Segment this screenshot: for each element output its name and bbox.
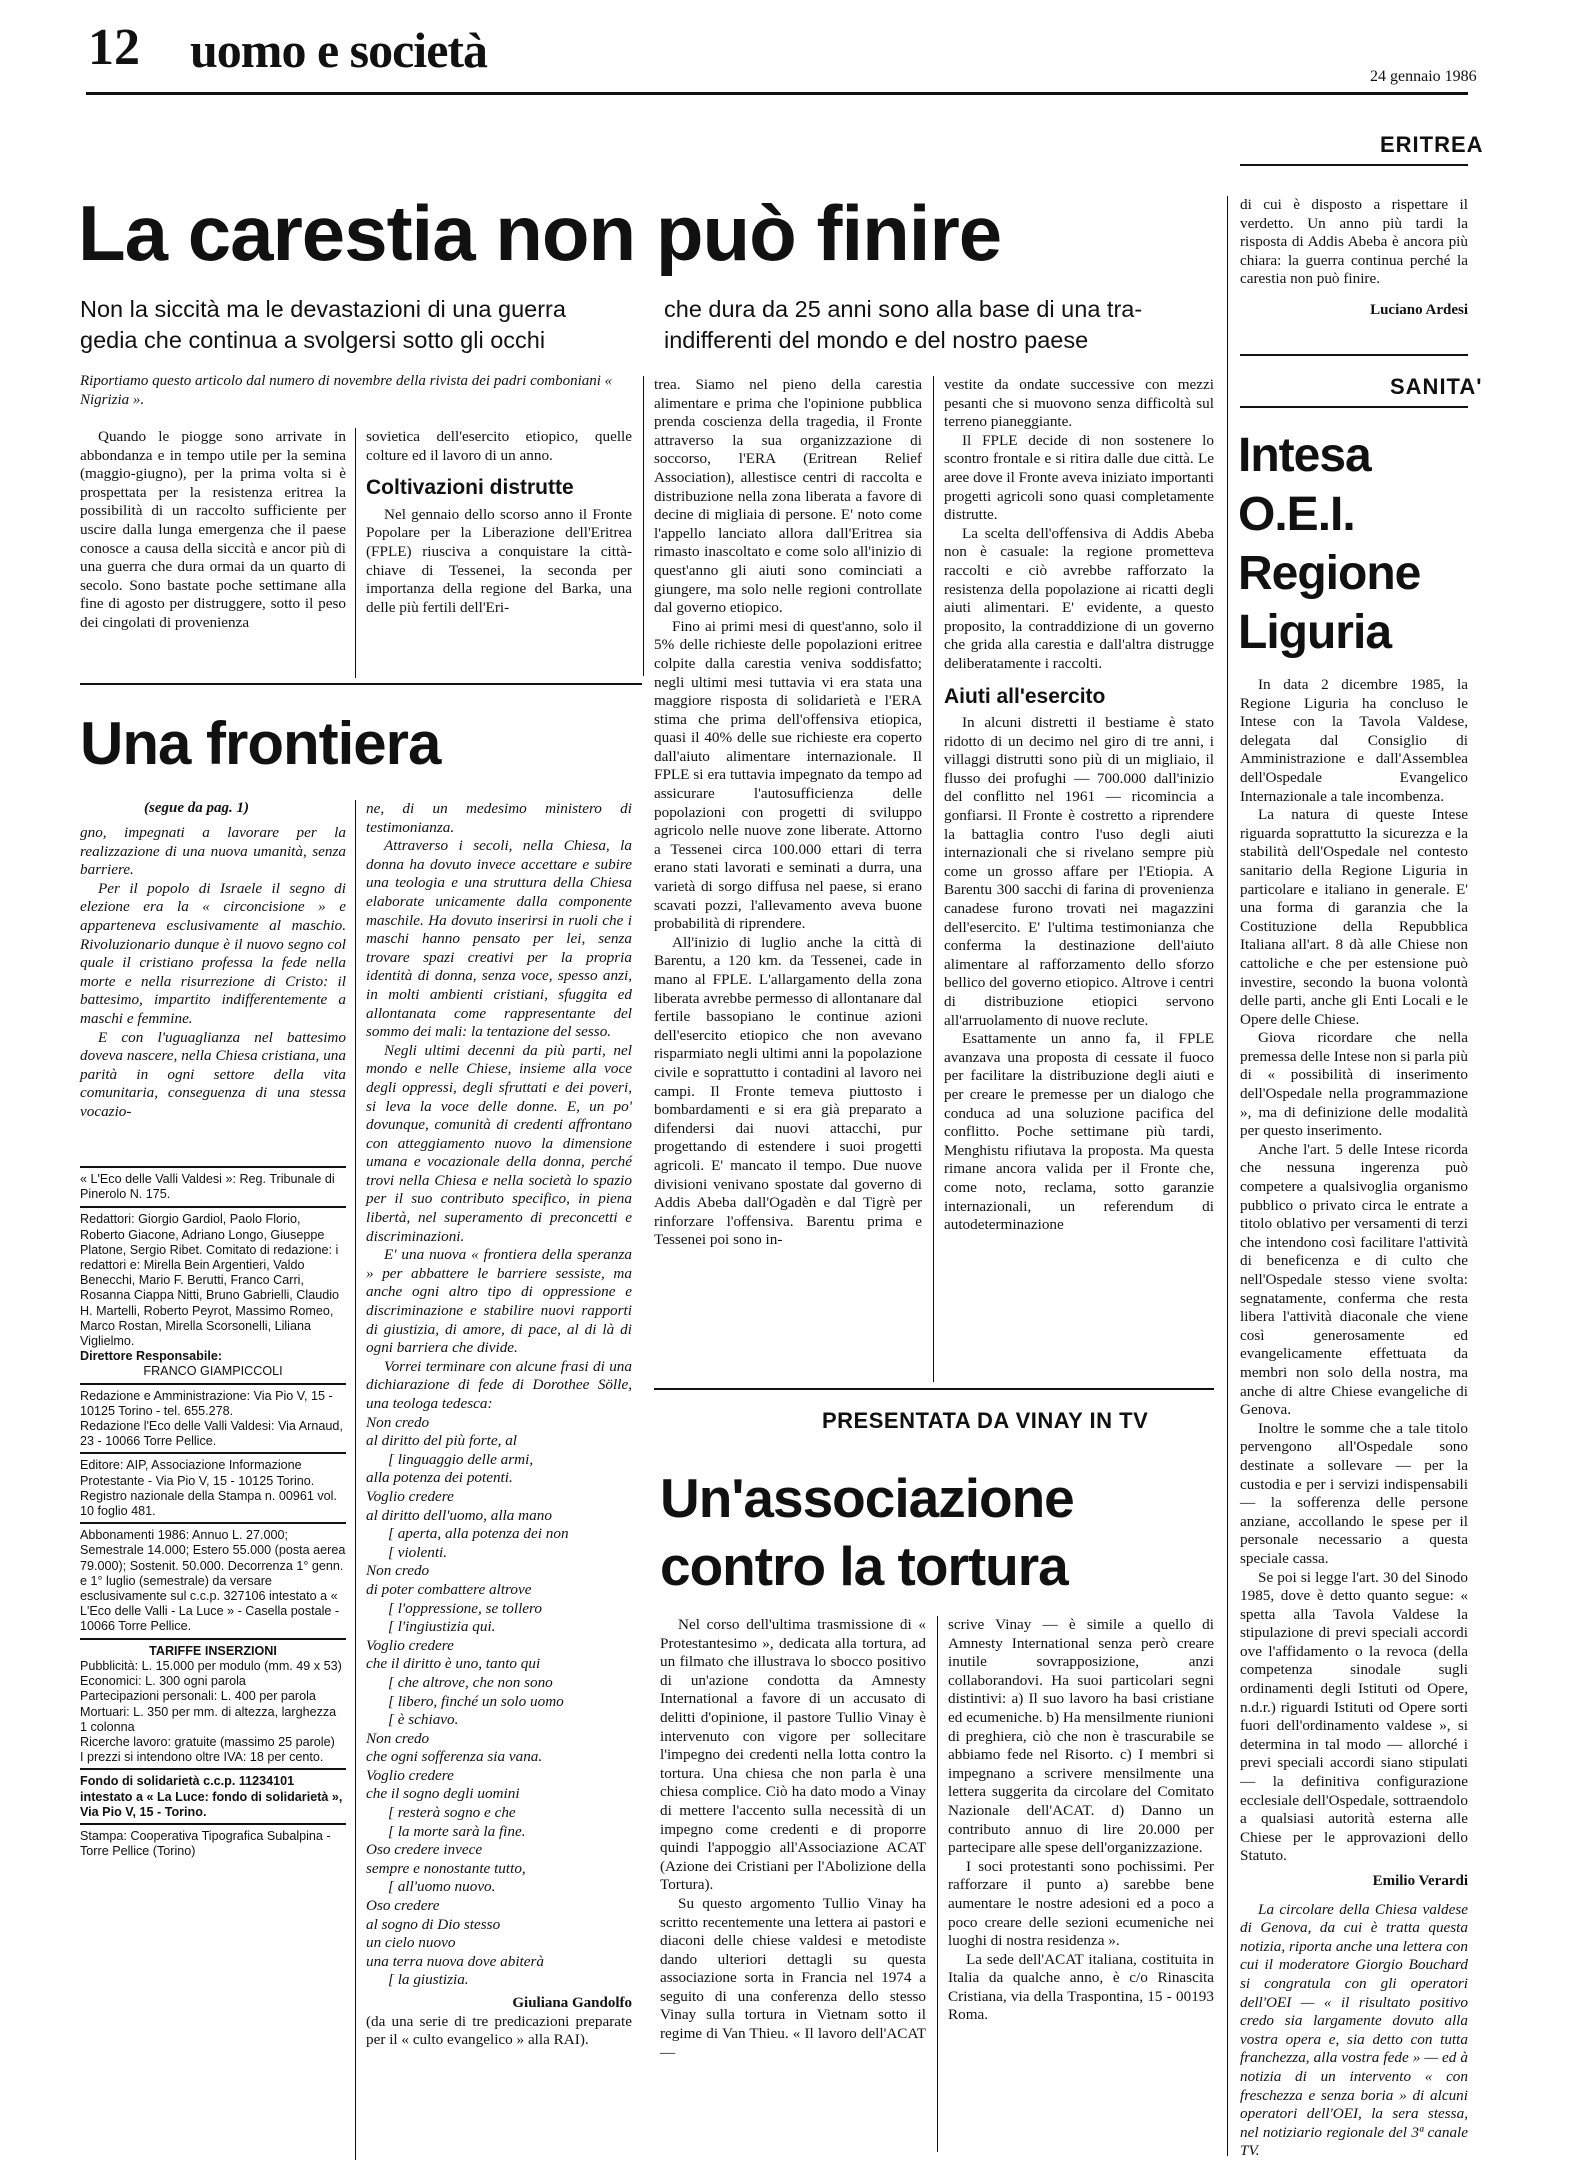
tariffe-item: Ricerche lavoro: gratuite (massimo 25 parole) bbox=[80, 1734, 335, 1749]
headline-sanita bbox=[1238, 426, 1420, 662]
colophon-redattori: Redattori: Giorgio Gardiol, Paolo Florio, Roberto Giacone, Adriano Longo, Giuseppe Platone, Sergio Ribet. Comitato di redazione: i redattori e: Mirella Bein Argentieri, Valdo Benecchi, Mario F. Berutti, Franco Carri, Rosanna Ciappa Nitti, Bruno Gabrielli, Claudio H. Martelli, Roberto Peyrot, Massimo Romeo, Marco Rostan, Mirella Scorsonelli, Liliana Viglielmo. bbox=[80, 1212, 340, 1349]
paragraph: Fino ai primi mesi di quest'anno, solo il 5% delle richieste delle popolazioni eritree colpite dalla carestia veniva soddisfatto; negli ultimi mesi tuttavia vi era stata una maggiore risposta di solidarietà e l'ERA stima che prima dell'offensiva etiopica, quasi il 40% delle sue richieste era coperto dall'aiuto alimentare internazionale. Il FPLE si era tuttavia impegnato da tempo ad assicurare l'autosufficienza delle popolazioni con progetti di sviluppo agricolo nelle nuove zone liberate. Attorno a Tessenei circa 100.000 ettari di terra erano stati lavorati e seminati a durra, una varietà di sorgo diffusa nel paese, si erano scavati pozzi, l'allevamento aveva buone probabilità di riprendere. bbox=[654, 617, 922, 933]
col-rule bbox=[1227, 196, 1228, 2156]
poem-line: [ la giustizia. bbox=[388, 1971, 469, 1989]
deck-line: gedia che continua a svolgersi sotto gli occhi bbox=[80, 327, 546, 353]
continued-note: (segue da pag. 1) bbox=[144, 800, 249, 816]
headline-eritrea: La carestia non può finire bbox=[78, 189, 1002, 277]
headline-line: O.E.I. bbox=[1238, 488, 1355, 541]
paragraph: Esattamente un anno fa, il FPLE avanzava una proposta di cessate il fuoco per facilitare la distribuzione degli aiuti e per creare le premesse per un dialogo che conduca ad una soluzione pacifica del conflitto. Poche settimane più tardi, Menghistu rifiutava la proposta. Ma questa rimane ancora valida per il Fronte che, come noto, reclama, sotto garanzie internazionali, un referendum di autodeterminazione bbox=[944, 1030, 1214, 1234]
poem-line: [ che altrove, che non sono bbox=[388, 1673, 553, 1691]
colophon-editore-text: Editore: AIP, Associazione Informazione Protestante - Via Pio V, 15 - 10125 Torino. bbox=[80, 1458, 315, 1488]
kicker-sanita: SANITA' bbox=[1390, 374, 1483, 399]
col-rule bbox=[355, 800, 356, 2160]
colophon-tariffe bbox=[80, 1638, 346, 1769]
paragraph: Nel corso dell'ultima trasmissione di « Protestantesimo », dedicata alla tortura, ad un filmato che illustrava lo sbocco positivo di un'azione condotta da Amnesty International a favore di un accusato di delitti d'opinione, il pastore Tullio Vinay è intervenuto con vigore per sollecitare l'impegno dei credenti nella lotta contro la tortura. Una chiesa che non parla è una chiesa complice. Ciò ha dato modo a Vinay di mettere l'accento sulla necessità di un impegno come credenti e di proporre quindi l'appoggio all'Associazione ACAT (Azione dei Cristiani per l'Abolizione della Tortura). bbox=[660, 1616, 926, 1894]
headline-line: Regione bbox=[1238, 547, 1421, 600]
paragraph: E' una nuova « frontiera della speranza » per abbattere le barriere sessiste, ma anche ogni altro tipo di oppressione e discriminazione e stabilire nuovi rapporti di giustizia, di amore, di pace, al di là di ogni barriera che divide. bbox=[366, 1246, 632, 1357]
paragraph: La natura di queste Intese riguarda soprattutto la sicurezza e la stabilità dell'Ospedale nel contesto sanitario della Regione Liguria in particolare e italiano in generale. E' una forma di garanzia che la Costituzione della Repubblica Italiana all'art. 8 dà alle Chiese non cattoliche e che per estensione può investire, secondo la buona volontà delle parti, anche gli Enti Locali e le Opere delle Chiese. bbox=[1240, 806, 1468, 1028]
poem-line: [ libero, finché un solo uomo bbox=[388, 1692, 564, 1710]
colophon-stampa bbox=[80, 1823, 346, 1862]
paragraph: La scelta dell'offensiva di Addis Abeba non è casuale: la regione prometteva raccolti e ciò avrebbe rafforzato la resistenza della popolazione ai ricatti degli aiuti alimentari. E' evidente, a questo proposito, la contraddizione di un governo che grida alla carestia e dall'altra distrugge deliberatamente i raccolti. bbox=[944, 524, 1214, 672]
stampa-text: Stampa: Cooperativa Tipografica Subalpina - Torre Pellice (Torino) bbox=[80, 1828, 331, 1859]
poem-line: che ogni sofferenza sia vana. bbox=[366, 1748, 543, 1766]
eritrea-col-4 bbox=[944, 376, 1214, 1235]
paragraph: vestite da ondate successive con mezzi pesanti che si muovono senza difficoltà sul terreno pianeggiante. bbox=[944, 376, 1214, 431]
poem-line: Oso credere invece bbox=[366, 1841, 483, 1859]
tariffe-item: I prezzi si intendono oltre IVA: 18 per cento. bbox=[80, 1750, 324, 1765]
colophon-addresses bbox=[80, 1383, 346, 1453]
tortura-col-2 bbox=[948, 1616, 1214, 2025]
paragraph: Vorrei terminare con alcune frasi di una dichiarazione di fede di Dorothee Sölle, una teologa tedesca: bbox=[366, 1357, 632, 1412]
headline-tortura bbox=[660, 1464, 1074, 1600]
colophon-fondo bbox=[80, 1768, 346, 1823]
poem-line: una terra nuova dove abiterà bbox=[366, 1952, 545, 1970]
paragraph: Per il popolo di Israele il segno di elezione era la « circoncisione » e apparteneva esclusivamente al maschio. Rivoluzionario dunque è il nuovo segno col quale il cristiano professa la fede nella morte e nella risurrezione di Cristo: il battesimo, impartito indifferentemente a maschi e femmine. bbox=[80, 879, 346, 1027]
deck-eritrea-right bbox=[664, 294, 1204, 356]
paragraph: trea. Siamo nel pieno della carestia alimentare e prima che l'opinione pubblica prenda coscienza della tragedia, il Fronte attraverso la sua organizzazione di soccorso, l'ERA (Eritrean Relief Association), allestisce centri di raccolta e distribuzione nella zona liberata a favore di decine di migliaia di persone. E' noto come l'appello lanciato allora dall'Eritrea sia rimasto inascoltato e come solo all'inizio di quest'anno gli aiuti sono cominciati a giungere, ma solo nelle regioni controllate dal governo etiopico. bbox=[654, 376, 922, 617]
headline-line: Liguria bbox=[1238, 606, 1392, 659]
paragraph: Negli ultimi decenni da più parti, nel mondo e nelle Chiese, insieme alla voce degli oppressi, degli sfruttati e dei poveri, si leva la voce delle donne. E, un po' dovunque, comunità di credenti affrontano con atteggiamento nuovo la dimensione umana e vocazionale della donna, perché trovi nella Chiesa e nella società lo spazio per il suo contributo specifico, in piena libertà, nel superamento di preconcetti e discriminazioni. bbox=[366, 1041, 632, 1245]
eritrea-col-1 bbox=[80, 428, 346, 633]
poem-line: [ la morte sarà la fine. bbox=[388, 1822, 526, 1840]
frontiera-col-2 bbox=[366, 800, 632, 2050]
paragraph: In data 2 dicembre 1985, la Regione Liguria ha concluso le Intese con la Tavola Valdese, delegata dal Consiglio di Amministrazione e dall'Assemblea dell'Ospedale Evangelico Internazionale a tale incombenza. bbox=[1240, 676, 1468, 805]
colophon-abbonamenti bbox=[80, 1522, 346, 1637]
poem-line: che il sogno degli uomini bbox=[366, 1785, 520, 1803]
frontiera-col-1 bbox=[80, 824, 346, 1122]
poem-line: [ l'ingiustizia qui. bbox=[388, 1618, 496, 1636]
paragraph: Attraverso i secoli, nella Chiesa, la donna ha dovuto invece accettare e subire una teologia e una struttura della Chiesa elaborate unicamente dalla componente maschile. Ha dovuto inserirsi in ruoli che i maschi hanno pensato per lei, senza trovare spazi creativi per la propria identità di donna, senza voce, spesso anzi, in molti ambienti cristiani, sfuggita ed allontanata come rappresentante del sommo dei mali: la tentazione del sesso. bbox=[366, 837, 632, 1041]
poem-line: Non credo bbox=[366, 1413, 430, 1431]
kicker-tortura: PRESENTATA DA VINAY IN TV bbox=[822, 1408, 1149, 1433]
paragraph: ne, di un medesimo ministero di testimonianza. bbox=[366, 800, 632, 836]
sanita-body bbox=[1240, 676, 1468, 2161]
poem-line: [ violenti. bbox=[388, 1543, 448, 1561]
paragraph: Se poi si legge l'art. 30 del Sinodo 1985, dove è detto quanto segue: « spetta alla Tavola Valdese la stipulazione di previ speciali accordi ove l'affidamento o la revoca (della competenza sinodale sugli ordinamenti degli Istituti od Opere, n.d.r.) riguardi Istituti od Opere sorti fuori dell'ordinamento valdese », si determina in tal modo — allorché i previ speciali accordi siano stipulati — la definitiva configurazione ecclesiale dell'Ospedale, sottraendolo a qualsiasi autorità esterna alle Chiese per le approvazioni dello Statuto. bbox=[1240, 1568, 1468, 1865]
deck-line: indifferenti del mondo e del nostro paese bbox=[664, 327, 1089, 353]
colophon-direttore: FRANCO GIAMPICCOLI bbox=[143, 1364, 283, 1379]
colophon-amministrazione: Redazione e Amministrazione: Via Pio V, 15 - 10125 Torino - tel. 655.278. bbox=[80, 1388, 333, 1418]
poem-line: Voglio credere bbox=[366, 1636, 454, 1654]
colophon-reg: « L'Eco delle Valli Valdesi »: Reg. Tribunale di Pinerolo N. 175. bbox=[80, 1172, 335, 1202]
subhead-coltivazioni: Coltivazioni distrutte bbox=[366, 476, 574, 500]
kicker-sanita-rule bbox=[1240, 406, 1468, 408]
tortura-col-1 bbox=[660, 1616, 926, 2062]
paragraph: E con l'uguaglianza nel battesimo doveva nascere, nella Chiesa cristiana, una parità in ogni settore della vita comunitaria, conseguenza di una stessa vocazio- bbox=[80, 1028, 346, 1120]
headline-line: Un'associazione bbox=[660, 1467, 1074, 1529]
colophon-editore bbox=[80, 1452, 346, 1522]
section-rule bbox=[80, 683, 642, 685]
poem bbox=[366, 1414, 632, 1990]
poem-line: [ all'uomo nuovo. bbox=[388, 1878, 496, 1896]
col-rule bbox=[937, 1616, 938, 2152]
headline-frontiera: Una frontiera bbox=[80, 710, 441, 777]
fondo-text: Fondo di solidarietà c.c.p. 11234101 intestato a « La Luce: fondo di solidarietà », Via Pio V, 15 - Torino. bbox=[80, 1774, 343, 1819]
eritrea-end-rule bbox=[1240, 354, 1468, 356]
col-rule bbox=[355, 428, 356, 678]
paragraph: Su questo argomento Tullio Vinay ha scritto recentemente una lettera ai pastori e diaconi delle chiese valdesi e metodiste dando ulteriori dettagli su questa associazione sorta in Francia nel 1974 a seguito di una conferenza dello stesso Vinay sulla tortura in Vietnam sotto il regime di Van Thieu. « Il lavoro dell'ACAT — bbox=[660, 1894, 926, 2061]
headline-line: contro la tortura bbox=[660, 1535, 1068, 1597]
subhead-aiuti: Aiuti all'esercito bbox=[944, 684, 1106, 708]
paragraph: gno, impegnati a lavorare per la realizzazione di una nuova umanità, senza barriere. bbox=[80, 824, 346, 879]
paragraph: All'inizio di luglio anche la città di Barentu, a 120 km. da Tessenei, cade in mano al FPLE. L'allargamento della zona liberata avrebbe permesso di allontanare dal fertile bassopiano le continue azioni dell'esercito etiopico che non avevano risparmiato negli ultimi anni la popolazione civile e soprattutto i contadini al lavoro nei campi. Il Fronte temeva piuttosto i bombardamenti e si era già preparato a difendersi dai nuovi attacchi, pur progettando di estendere i suoi progetti agricoli. E' mancato il tempo. Due nuove divisioni venivano spostate dal governo di Addis Abeba dall'Ogadèn e dal Tigrè per rinforzare l'offensiva. Barentu prima e Tessenei poi sono in- bbox=[654, 933, 922, 1249]
masthead-rule bbox=[86, 92, 1468, 95]
footnote: (da una serie di tre predicazioni preparate per il « culto evangelico » alla RAI). bbox=[366, 2012, 632, 2049]
deck-eritrea-left bbox=[80, 294, 645, 356]
poem-line: che il diritto è uno, tanto qui bbox=[366, 1655, 541, 1673]
colophon-staff bbox=[80, 1206, 346, 1382]
tariffe-item: Economici: L. 300 ogni parola bbox=[80, 1674, 246, 1689]
eritrea-intro: Riportiamo questo articolo dal numero di novembre della rivista dei padri comboniani « Nigrizia ». bbox=[80, 373, 613, 408]
poem-line: al diritto del più forte, al bbox=[366, 1432, 518, 1450]
paragraph: Inoltre le somme che a tale titolo pervengono all'Ospedale sono destinate a sollevare — per la custodia e per i servizi indispensabili — la sofferenza delle persone anziane, accollando le spese per il personale necessario a questa speciale cassa. bbox=[1240, 1419, 1468, 1567]
issue-date: 24 gennaio 1986 bbox=[1370, 68, 1477, 85]
paragraph: La sede dell'ACAT italiana, costituita in Italia da qualche anno, è c/o Rinascita Cristiana, via della Traspontina, 15 - 00193 Roma. bbox=[948, 1950, 1214, 2024]
colophon-abbonamenti-text: Abbonamenti 1986: Annuo L. 27.000; Semestrale 14.000; Estero 55.000 (posta aerea 79.000); Sostenit. 50.000. Decorrenza 1° genn. e 1° luglio (semestrale) da versare esclusivamente sul c.c.p. 327106 intestato a « L'Eco delle Valli - La Luce » - Casella postale - 10066 Torre Pellice. bbox=[80, 1528, 346, 1634]
kicker-eritrea: ERITREA bbox=[1380, 132, 1484, 157]
paragraph: scrive Vinay — è simile a quello di Amnesty International senza però creare inutile sovrapposizione, anzi collaborandovi. Ha suoi particolari segni distintivi: a) Il suo lavoro ha basi cristiane ed ecumeniche. b) Ha mensilmente riunioni di preghiera, ciò che non è trascurabile se abbiamo fede nel Risorto. c) I membri si impegnano a scrivere mensilmente una lettera suggerita da circolare del Comitato Nazionale dell'ACAT. d) Danno un contributo annuo di lire 20.000 per partecipare alle spese dell'organizzazione. bbox=[948, 1616, 1214, 1857]
poem-line: sempre e nonostante tutto, bbox=[366, 1859, 526, 1877]
editor-note: La circolare della Chiesa valdese di Genova, da cui è tratta questa notizia, riporta anche una lettera con cui il moderatore Giorgio Bouchard si congratula con gli operatori dell'OEI — « il risultato positivo credo sia largamente dovuto alla vostra opera e, sia detto con tutta franchezza, alla vostra fede » — ed à notizia di un intervento « con freschezza e senza boria » di alcuni operatori dell'OEI, la sera stessa, nel notiziario regionale del 3ª canale TV. bbox=[1240, 1900, 1468, 2160]
poem-line: al diritto dell'uomo, alla mano bbox=[366, 1506, 552, 1524]
section-title: uomo e società bbox=[190, 22, 488, 78]
kicker-eritrea-rule bbox=[1240, 164, 1468, 166]
paragraph: Giova ricordare che nella premessa delle Intese non si parla più di « possibilità di inserimento dell'Ospedale nella programmazione », ma di definizione delle modalità per questo inserimento. bbox=[1240, 1029, 1468, 1140]
byline-ardesi: Luciano Ardesi bbox=[1370, 302, 1468, 318]
poem-line: un cielo nuovo bbox=[366, 1934, 456, 1952]
tariffe-title: TARIFFE INSERZIONI bbox=[149, 1643, 277, 1658]
eritrea-col-5 bbox=[1240, 196, 1468, 289]
eritrea-col-2 bbox=[366, 428, 632, 617]
paragraph: Anche l'art. 5 delle Intese ricorda che nessuna ingerenza può competere a qualsivoglia organismo pubblico o privato circa le entrate a titolo oblativo per versamenti di terzi che intendono così facilitare l'attività di beneficenza e di culto che nell'Ospedale stesso viene svolta: segnatamente, conferma che resta libera l'attività diaconale che viene così generosamente ed evangelicamente effettuata da membri non solo della nostra, ma anche di altre Chiese evangeliche di Genova. bbox=[1240, 1140, 1468, 1419]
poem-line: [ aperta, alla potenza dei non bbox=[388, 1525, 569, 1543]
paragraph: Il FPLE decide di non sostenere lo scontro frontale e si ritira dalle due città. Le aree dove il Fronte aveva iniziato importanti progetti agricoli sono quasi completamente distrutte. bbox=[944, 431, 1214, 524]
headline-line: Intesa bbox=[1238, 429, 1371, 482]
poem-line: Voglio credere bbox=[366, 1766, 454, 1784]
deck-line: Non la siccità ma le devastazioni di una guerra bbox=[80, 296, 566, 322]
paragraph: Quando le piogge sono arrivate in abbondanza e in tempo utile per la semina (maggio-giugno), per la prima volta si è prospettata per la resistenza eritrea la possibilità di un raccolto sufficiente per uscire dalla lunga emergenza che il paese conosce a causa della siccità e ancor più di una guerra che dura ormai da un quarto di secolo. Sono bastate poche settimane alla fine di agosto per distruggere, sotto il peso dei cingolati di provenienza bbox=[80, 428, 346, 631]
poem-line: [ resterà sogno e che bbox=[388, 1804, 516, 1822]
poem-line: Non credo bbox=[366, 1562, 430, 1580]
byline-verardi: Emilio Verardi bbox=[1372, 1873, 1468, 1889]
poem-line: Non credo bbox=[366, 1729, 430, 1747]
paragraph: di cui è disposto a rispettare il verdetto. Un anno più tardi la risposta di Addis Abeba è ancora più chiara: la guerra continua perché la carestia non può finire. bbox=[1240, 196, 1468, 288]
colophon-redazione: Redazione l'Eco delle Valli Valdesi: Via Arnaud, 23 - 10066 Torre Pellice. bbox=[80, 1419, 343, 1449]
poem-line: Voglio credere bbox=[366, 1487, 454, 1505]
paragraph: In alcuni distretti il bestiame è stato ridotto di un decimo nel giro di tre anni, i villaggi distrutti sono più di un migliaio, il flusso dei profughi — 700.000 dall'inizio del conflitto nel 1961 — ricomincia a gonfiarsi. Il Fronte è costretto a riprendere la battaglia contro l'uso degli aiuti internazionali che si rivelano sempre più come un grosso affare per l'Etiopia. A Barentu 300 sacchi di farina di provenienza canadese furono trovati nei magazzini dell'esercito. E' l'ultima testimonianza che conferma la destinazione dell'aiuto alimentare al rafforzamento dello sforzo bellico del governo etiopico. Altrove i centri di distribuzione etiopici servono all'arruolamento di nuove reclute. bbox=[944, 714, 1214, 1029]
tariffe-item: Pubblicità: L. 15.000 per modulo (mm. 49 x 53) bbox=[80, 1658, 342, 1673]
colophon-box bbox=[80, 1166, 346, 1862]
poem-line: alla potenza dei potenti. bbox=[366, 1469, 513, 1487]
poem-line: al sogno di Dio stesso bbox=[366, 1915, 501, 1933]
tariffe-item: Partecipazioni personali: L. 400 per parola bbox=[80, 1689, 316, 1704]
poem-line: di poter combattere altrove bbox=[366, 1580, 532, 1598]
paragraph: sovietica dell'esercito etiopico, quelle colture ed il lavoro di un anno. bbox=[366, 428, 632, 464]
poem-line: [ è schiavo. bbox=[388, 1711, 459, 1729]
col-rule bbox=[933, 376, 934, 1382]
poem-line: [ l'oppressione, se tollero bbox=[388, 1599, 542, 1617]
col-rule bbox=[643, 376, 644, 676]
colophon-registro: Registro nazionale della Stampa n. 00961 vol. 10 foglio 481. bbox=[80, 1488, 337, 1519]
tariffe-item: Mortuari: L. 350 per mm. di altezza, larghezza 1 colonna bbox=[80, 1704, 337, 1734]
paragraph: I soci protestanti sono pochissimi. Per rafforzare il punto a) sarebbe bene aumentare le nostre adesioni ed a poco a poco creare delle sezioni ecumeniche nei luoghi di nostra residenza ». bbox=[948, 1857, 1214, 1950]
eritrea-col-3 bbox=[654, 376, 922, 1250]
poem-line: Oso credere bbox=[366, 1897, 440, 1915]
deck-line: che dura da 25 anni sono alla base di una tra- bbox=[664, 296, 1143, 322]
section-rule bbox=[654, 1388, 1214, 1390]
byline-gandolfo: Giuliana Gandolfo bbox=[512, 1995, 632, 2011]
page-number: 12 bbox=[88, 19, 140, 76]
paragraph: Nel gennaio dello scorso anno il Fronte Popolare per la Liberazione dell'Eritrea (FPLE) riusciva a conquistare la città-chiave di Tessenei, la seconda per importanza della regione del Barka, una delle più fertili dell'Eri- bbox=[366, 505, 632, 616]
colophon-direttore-label: Direttore Responsabile: bbox=[80, 1349, 223, 1364]
poem-line: [ linguaggio delle armi, bbox=[388, 1450, 534, 1468]
